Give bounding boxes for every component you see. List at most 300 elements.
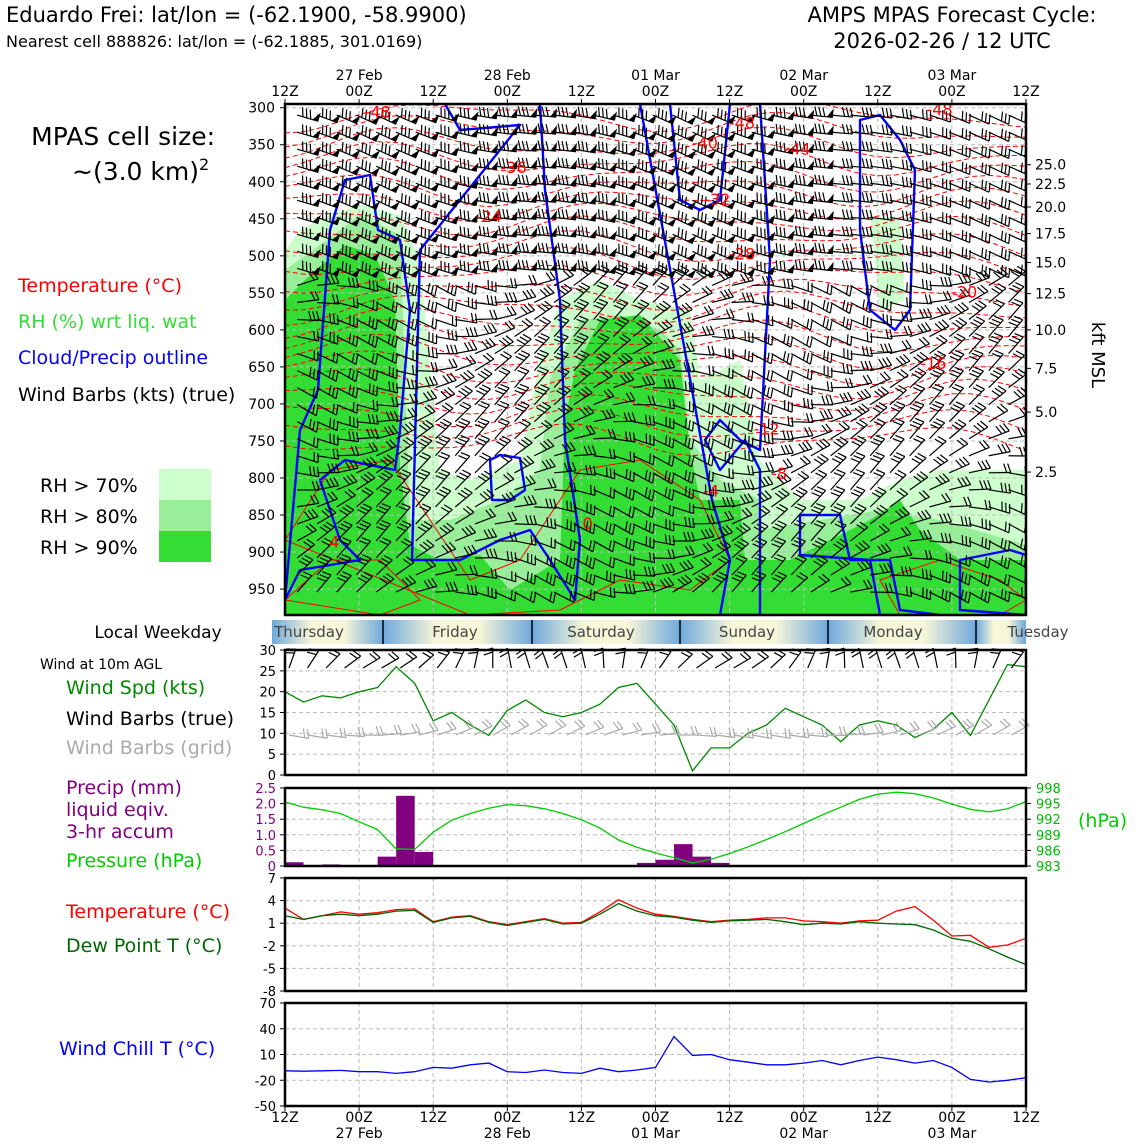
barb-feather: [503, 260, 505, 269]
barb-feather: [602, 142, 603, 151]
barb-feather: [538, 123, 540, 132]
barb-feather: [848, 392, 853, 400]
barb-feather: [606, 194, 607, 203]
barb-feather: [520, 384, 529, 388]
barb-staff: [1028, 377, 1047, 387]
wind-barb: [929, 229, 950, 241]
barb-feather: [807, 319, 809, 328]
barb-feather: [784, 278, 785, 287]
barb-feather: [666, 145, 667, 154]
barb-feather: [428, 283, 430, 292]
wind-barb: [811, 260, 834, 271]
wind-barb: [929, 144, 950, 156]
barb-feather: [780, 210, 781, 219]
barb-feather: [561, 286, 569, 292]
barb-feather: [973, 320, 981, 324]
wind-barb: [495, 192, 518, 203]
wind-barb: [969, 128, 990, 141]
barb-feather: [401, 244, 402, 253]
barb-feather: [342, 176, 343, 185]
barb-feather: [962, 213, 963, 222]
barb-feather: [867, 375, 872, 383]
barb-feather: [582, 261, 583, 270]
barb-feather: [705, 180, 706, 189]
barb-feather: [844, 393, 849, 401]
barb-feather: [883, 298, 884, 307]
barb-feather: [1047, 526, 1049, 535]
barb-feather: [962, 111, 963, 120]
barb-feather: [377, 401, 378, 410]
barb-feather: [891, 459, 900, 463]
barb-feather: [662, 127, 663, 136]
barb-feather: [538, 336, 547, 340]
barb-staff: [475, 302, 497, 305]
barb-staff: [929, 299, 951, 302]
barb-feather: [458, 391, 466, 396]
barb-flag: [590, 195, 597, 204]
barb-feather: [847, 319, 849, 328]
wind-barb: [455, 327, 477, 336]
barb-flag: [570, 245, 577, 254]
barb-feather: [586, 193, 587, 202]
barb-feather: [927, 178, 928, 187]
barb-feather: [682, 212, 683, 221]
barb-feather: [503, 226, 505, 235]
barb-feather: [475, 314, 477, 323]
barb-feather: [962, 230, 963, 239]
barb-feather: [658, 176, 659, 185]
barb-feather: [776, 124, 777, 133]
wind-barb: [376, 193, 400, 209]
barb-staff: [515, 297, 536, 303]
wind-barb: [752, 370, 773, 381]
barb-feather: [780, 108, 781, 117]
barb-feather: [1012, 302, 1021, 306]
wind-barb: [594, 192, 617, 205]
barb-feather: [1009, 149, 1010, 158]
barb-feather: [567, 501, 568, 510]
barb-feather: [831, 493, 840, 496]
barb-feather: [682, 110, 683, 119]
barb-feather: [807, 369, 808, 378]
barb-feather: [658, 125, 659, 134]
barb-staff: [910, 458, 926, 473]
barb-feather: [698, 244, 699, 253]
barb-feather: [458, 422, 467, 426]
barb-staff: [791, 462, 810, 472]
barb-feather: [945, 305, 951, 313]
wind-barb: [929, 178, 950, 190]
barb-staff: [850, 370, 872, 371]
barb-feather: [852, 442, 861, 446]
barb-feather: [698, 159, 699, 168]
barb-feather: [941, 277, 944, 286]
barb-flag: [590, 229, 597, 238]
barb-feather: [976, 385, 985, 389]
barb-feather: [542, 107, 544, 116]
barb-feather: [966, 232, 967, 241]
barb-feather: [910, 212, 911, 221]
barb-feather: [705, 231, 706, 240]
wind-barb: [732, 331, 753, 343]
barb-staff: [633, 149, 654, 157]
barb-feather: [470, 327, 473, 336]
wind-barb: [534, 226, 557, 237]
barb-feather: [916, 436, 925, 440]
barb-feather: [846, 193, 848, 202]
barb-feather: [495, 390, 504, 394]
barb-feather: [662, 229, 663, 238]
barb-feather: [405, 178, 406, 187]
barb-feather: [966, 249, 967, 258]
wind-barb: [910, 143, 931, 154]
wind-barb: [594, 107, 617, 120]
barb-feather: [866, 227, 868, 236]
barb-feather: [985, 232, 986, 241]
wind-barb: [949, 402, 964, 422]
barb-feather: [1045, 450, 1046, 459]
barb-flag: [491, 161, 498, 170]
barb-feather: [721, 144, 722, 153]
barb-staff: [633, 234, 654, 242]
wind-barb: [692, 306, 713, 320]
barb-feather: [1001, 214, 1002, 223]
barb-feather: [382, 142, 383, 151]
barb-feather: [464, 159, 465, 168]
wind-barb: [534, 286, 554, 302]
barb-feather: [1048, 430, 1051, 439]
barb-feather: [998, 445, 1003, 453]
barb-feather: [385, 178, 386, 187]
barb-feather: [562, 158, 564, 167]
wind-barb: [712, 348, 733, 359]
barb-feather: [805, 428, 809, 436]
barb-feather: [389, 129, 390, 138]
wind-barb: [594, 141, 617, 154]
barb-feather: [678, 142, 679, 151]
barb-feather: [842, 192, 844, 201]
barb-feather: [499, 124, 501, 133]
barb-feather: [812, 493, 821, 497]
barb-feather: [721, 246, 722, 255]
barb-feather: [1041, 145, 1042, 154]
wind-barb: [1009, 351, 1025, 371]
barb-feather: [906, 211, 907, 220]
barb-feather: [815, 260, 817, 269]
barb-feather: [823, 244, 825, 253]
wind-barb: [969, 162, 990, 175]
barb-feather: [350, 145, 351, 154]
barb-staff: [831, 132, 853, 134]
wind-barb: [850, 261, 872, 271]
barb-feather: [815, 124, 817, 133]
wind-barb: [1028, 145, 1049, 157]
barb-staff: [890, 132, 912, 136]
barb-feather: [1005, 250, 1006, 259]
barb-feather: [678, 193, 679, 202]
barb-feather: [1045, 215, 1046, 224]
barb-flag: [570, 143, 577, 152]
wind-barb: [376, 159, 400, 175]
barb-feather: [366, 144, 367, 153]
barb-feather: [526, 124, 528, 133]
wind-barb: [613, 107, 637, 121]
wind-barb: [396, 108, 420, 124]
barb-feather: [982, 162, 983, 171]
barb-staff: [791, 285, 812, 292]
barb-feather: [366, 127, 367, 136]
barb-feather: [788, 279, 789, 288]
wind-barb: [534, 123, 557, 134]
barb-feather: [982, 231, 983, 240]
barb-feather: [799, 487, 807, 492]
barb-feather: [542, 243, 544, 252]
barb-feather: [518, 405, 527, 409]
wind-barb: [811, 124, 834, 135]
barb-feather: [992, 319, 1001, 323]
wind-barb: [594, 260, 617, 273]
barb-feather: [770, 276, 773, 285]
barb-feather: [827, 284, 828, 293]
barb-feather: [529, 275, 533, 284]
wind-barb: [554, 209, 577, 220]
wind-barb: [752, 227, 776, 241]
barb-feather: [382, 193, 383, 202]
barb-feather: [682, 127, 683, 136]
wind-barb: [752, 333, 773, 346]
wind-barb: [534, 271, 555, 285]
barb-feather: [776, 192, 777, 201]
barb-feather: [382, 159, 383, 168]
barb-feather: [705, 112, 706, 121]
wind-barb: [791, 427, 813, 439]
barb-feather: [1049, 216, 1050, 225]
barb-feather: [405, 161, 406, 170]
barb-feather: [974, 350, 983, 353]
barb-feather: [658, 227, 659, 236]
barb-feather: [558, 124, 560, 133]
barb-feather: [857, 436, 866, 440]
wind-barb: [811, 284, 832, 295]
barb-staff: [850, 268, 872, 270]
barb-feather: [566, 176, 568, 185]
barb-feather: [776, 107, 777, 116]
barb-staff: [1028, 115, 1048, 123]
wind-barb: [831, 141, 853, 151]
barb-feather: [520, 337, 528, 342]
barb-staff: [771, 453, 793, 456]
barb-feather: [517, 370, 526, 374]
barb-feather: [342, 159, 343, 168]
barb-feather: [799, 124, 801, 133]
barb-feather: [874, 422, 883, 426]
barb-staff: [850, 251, 872, 253]
barb-staff: [633, 200, 654, 208]
barb-staff: [890, 115, 912, 119]
barb-feather: [1034, 316, 1043, 320]
barb-feather: [721, 229, 722, 238]
barb-feather: [902, 125, 903, 134]
barb-feather: [780, 176, 781, 185]
barb-feather: [879, 359, 884, 367]
barb-feather: [827, 319, 829, 328]
wind-barb: [495, 351, 512, 370]
barb-feather: [912, 374, 920, 379]
barb-feather: [742, 293, 745, 302]
barb-feather: [972, 370, 981, 374]
barb-feather: [432, 318, 433, 327]
barb-staff: [890, 200, 912, 204]
barb-feather: [389, 180, 390, 189]
barb-feather: [526, 141, 528, 150]
barb-feather: [819, 175, 821, 184]
barb-feather: [385, 195, 386, 204]
barb-staff: [890, 166, 912, 170]
barb-staff: [416, 371, 438, 372]
barb-feather: [814, 490, 823, 494]
barb-feather: [389, 197, 390, 206]
barb-flag: [511, 228, 518, 237]
barb-feather: [935, 439, 943, 444]
barb-staff: [929, 441, 946, 455]
barb-feather: [718, 159, 719, 168]
barb-feather: [456, 331, 457, 340]
barb-staff: [1028, 524, 1047, 535]
wind-barb: [850, 107, 872, 117]
barb-feather: [373, 281, 374, 290]
barb-flag: [511, 262, 518, 271]
wind-barb: [297, 210, 321, 224]
barb-feather: [936, 419, 945, 423]
barb-feather: [776, 260, 777, 269]
barb-feather: [780, 125, 781, 134]
barb-feather: [550, 271, 555, 279]
wind-barb: [475, 453, 491, 473]
barb-feather: [519, 422, 527, 427]
wind-barb: [989, 231, 1010, 244]
wind-barb: [435, 193, 459, 207]
barb-feather: [626, 469, 627, 478]
barb-feather: [998, 283, 1006, 288]
barb-feather: [819, 209, 821, 218]
barb-feather: [862, 158, 864, 167]
barb-feather: [923, 245, 924, 254]
barb-feather: [966, 215, 967, 224]
wind-barb: [356, 125, 380, 141]
barb-feather: [866, 244, 868, 253]
barb-feather: [546, 158, 548, 167]
barb-feather: [927, 229, 928, 238]
barb-staff: [811, 371, 832, 378]
barb-feather: [718, 108, 719, 117]
barb-feather: [975, 303, 983, 308]
wind-barb: [574, 260, 597, 272]
barb-feather: [925, 294, 927, 303]
barb-feather: [369, 180, 370, 189]
barb-feather: [982, 197, 983, 206]
barb-feather: [810, 321, 812, 330]
wind-barb: [495, 436, 511, 456]
barb-feather: [993, 371, 1001, 375]
barb-feather: [823, 210, 825, 219]
barb-feather: [662, 110, 663, 119]
barb-feather: [1021, 231, 1022, 240]
barb-feather: [685, 129, 686, 138]
barb-feather: [521, 351, 530, 355]
wind-barb: [989, 404, 1008, 421]
barb-feather: [846, 261, 848, 270]
barb-feather: [796, 490, 804, 495]
barb-feather: [895, 473, 903, 478]
cycle-time: 2026-02-26 / 12 UTC: [833, 29, 1051, 53]
barb-feather: [902, 245, 903, 254]
wind-barb: [811, 106, 834, 117]
wind-barb: [831, 260, 853, 270]
wind-barb: [989, 283, 1006, 302]
barb-feather: [1009, 166, 1010, 175]
barb-feather: [843, 300, 845, 309]
wind-barb: [989, 214, 1010, 227]
barb-feather: [1020, 447, 1023, 456]
barb-feather: [913, 439, 922, 443]
barb-feather: [850, 287, 852, 296]
barb-feather: [466, 327, 469, 336]
barb-feather: [1045, 146, 1046, 155]
wind-barb: [811, 381, 833, 391]
barb-flag: [827, 108, 834, 117]
barb-feather: [1029, 507, 1030, 516]
barb-feather: [487, 176, 488, 185]
barb-feather: [658, 159, 659, 168]
barb-feather: [886, 176, 888, 185]
barb-staff: [910, 330, 931, 336]
barb-feather: [342, 125, 343, 134]
wind-barb: [989, 163, 1010, 176]
barb-feather: [1021, 111, 1022, 120]
barb-feather: [1029, 217, 1030, 226]
barb-flag: [491, 144, 498, 153]
wind-barb: [515, 260, 538, 271]
barb-feather: [1001, 180, 1002, 189]
wind-barb: [475, 310, 497, 320]
barb-feather: [862, 124, 864, 133]
barb-feather: [630, 471, 631, 480]
barb-feather: [808, 301, 809, 310]
barb-feather: [866, 176, 868, 185]
barb-feather: [975, 367, 984, 371]
barb-feather: [823, 192, 825, 201]
barb-feather: [666, 162, 667, 171]
barb-feather: [602, 159, 603, 168]
barb-feather: [389, 146, 390, 155]
barb-staff: [771, 285, 793, 289]
wind-barb: [811, 336, 832, 347]
barb-feather: [1034, 282, 1043, 286]
barb-feather: [483, 227, 484, 236]
barb-feather: [966, 180, 967, 189]
barb-flag: [491, 246, 498, 255]
barb-feather: [789, 445, 793, 454]
barb-feather: [586, 159, 587, 168]
barb-feather: [781, 446, 785, 455]
barb-staff: [435, 337, 457, 341]
wind-barb: [1028, 128, 1049, 140]
barb-feather: [582, 244, 583, 253]
wind-barb: [969, 248, 990, 261]
barb-feather: [765, 333, 766, 342]
barb-feather: [799, 158, 801, 167]
barb-feather: [895, 388, 903, 393]
